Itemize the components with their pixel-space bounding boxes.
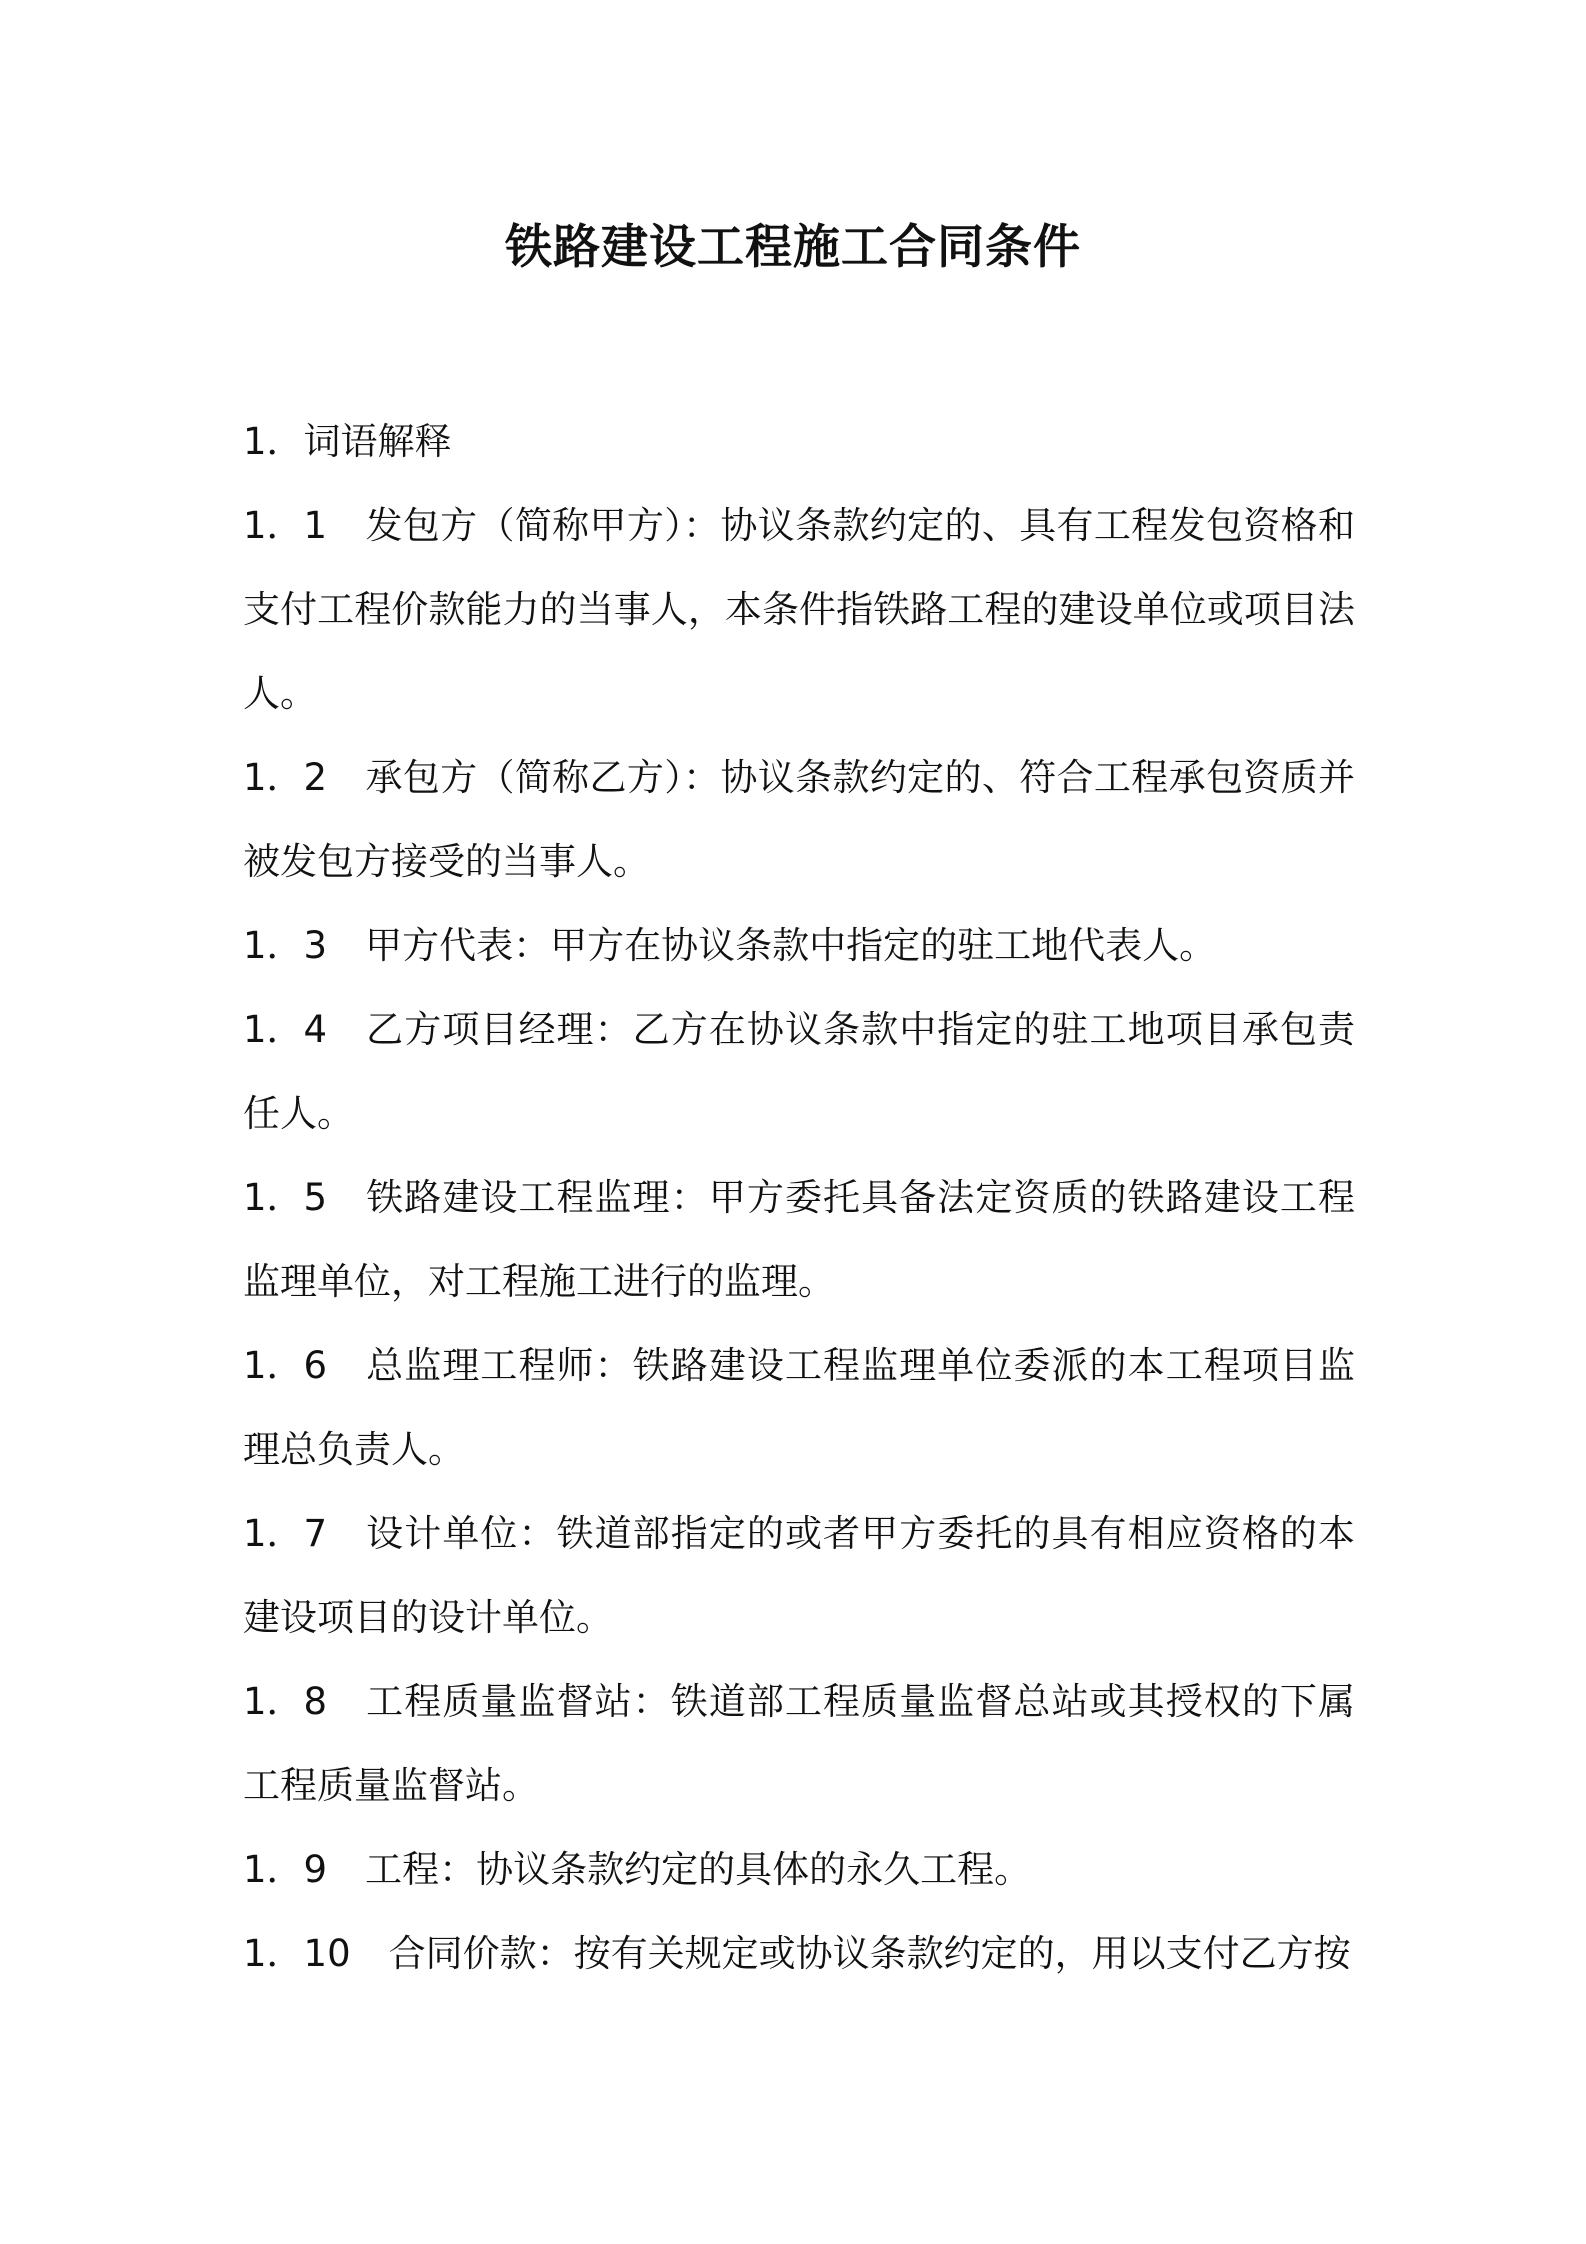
paragraph-text: 工程质量监督站：铁道部工程质量监督总站或其授权的下属工程质量监督站。 bbox=[243, 1680, 1355, 1807]
paragraph-text: 工程：协议条款约定的具体的永久工程。 bbox=[365, 1848, 1032, 1891]
paragraph-number: 1．9 bbox=[243, 1848, 328, 1891]
paragraph-number: 1．3 bbox=[243, 924, 328, 967]
paragraph-1-4 bbox=[243, 988, 1355, 1156]
paragraph-1-8 bbox=[243, 1660, 1355, 1828]
paragraph-number: 1．2 bbox=[243, 756, 328, 799]
document-body bbox=[243, 400, 1355, 1996]
paragraph-1-7 bbox=[243, 1492, 1355, 1660]
paragraph-text: 甲方代表：甲方在协议条款中指定的驻工地代表人。 bbox=[365, 924, 1217, 967]
paragraph-text: 合同价款：按有关规定或协议条款约定的，用以支付乙方按 bbox=[388, 1932, 1351, 1975]
paragraph-number: 1．5 bbox=[243, 1176, 328, 1219]
paragraph-text: 词语解释 bbox=[303, 420, 452, 463]
paragraph-text: 发包方（简称甲方）：协议条款约定的、具有工程发包资格和支付工程价款能力的当事人，本条件指铁路工程的建设单位或项目法人。 bbox=[243, 504, 1355, 715]
paragraph-number: 1．1 bbox=[243, 504, 328, 547]
paragraph-number: 1．4 bbox=[243, 1008, 328, 1051]
paragraph-1-6 bbox=[243, 1324, 1355, 1492]
paragraph-text: 总监理工程师：铁路建设工程监理单位委派的本工程项目监理总负责人。 bbox=[243, 1344, 1355, 1471]
paragraph-number: 1．10 bbox=[243, 1932, 351, 1975]
paragraph-number: 1．8 bbox=[243, 1680, 328, 1723]
paragraph-number: 1．7 bbox=[243, 1512, 328, 1555]
paragraph-text: 设计单位：铁道部指定的或者甲方委托的具有相应资格的本建设项目的设计单位。 bbox=[243, 1512, 1355, 1639]
paragraph-1-9 bbox=[243, 1828, 1355, 1912]
paragraph-text: 铁路建设工程监理：甲方委托具备法定资质的铁路建设工程监理单位，对工程施工进行的监理。 bbox=[243, 1176, 1355, 1303]
paragraph-1-2 bbox=[243, 736, 1355, 904]
paragraph-text: 乙方项目经理：乙方在协议条款中指定的驻工地项目承包责任人。 bbox=[243, 1008, 1355, 1135]
paragraph-1-5 bbox=[243, 1156, 1355, 1324]
paragraph-1-10 bbox=[243, 1912, 1355, 1996]
paragraph-number: 1． bbox=[243, 420, 304, 463]
paragraph-1 bbox=[243, 400, 1355, 484]
document-title: 铁路建设工程施工合同条件 bbox=[505, 220, 1081, 275]
paragraph-1-1 bbox=[243, 484, 1355, 736]
paragraph-1-3 bbox=[243, 904, 1355, 988]
paragraph-text: 承包方（简称乙方）：协议条款约定的、符合工程承包资质并被发包方接受的当事人。 bbox=[243, 756, 1355, 883]
paragraph-number: 1．6 bbox=[243, 1344, 328, 1387]
